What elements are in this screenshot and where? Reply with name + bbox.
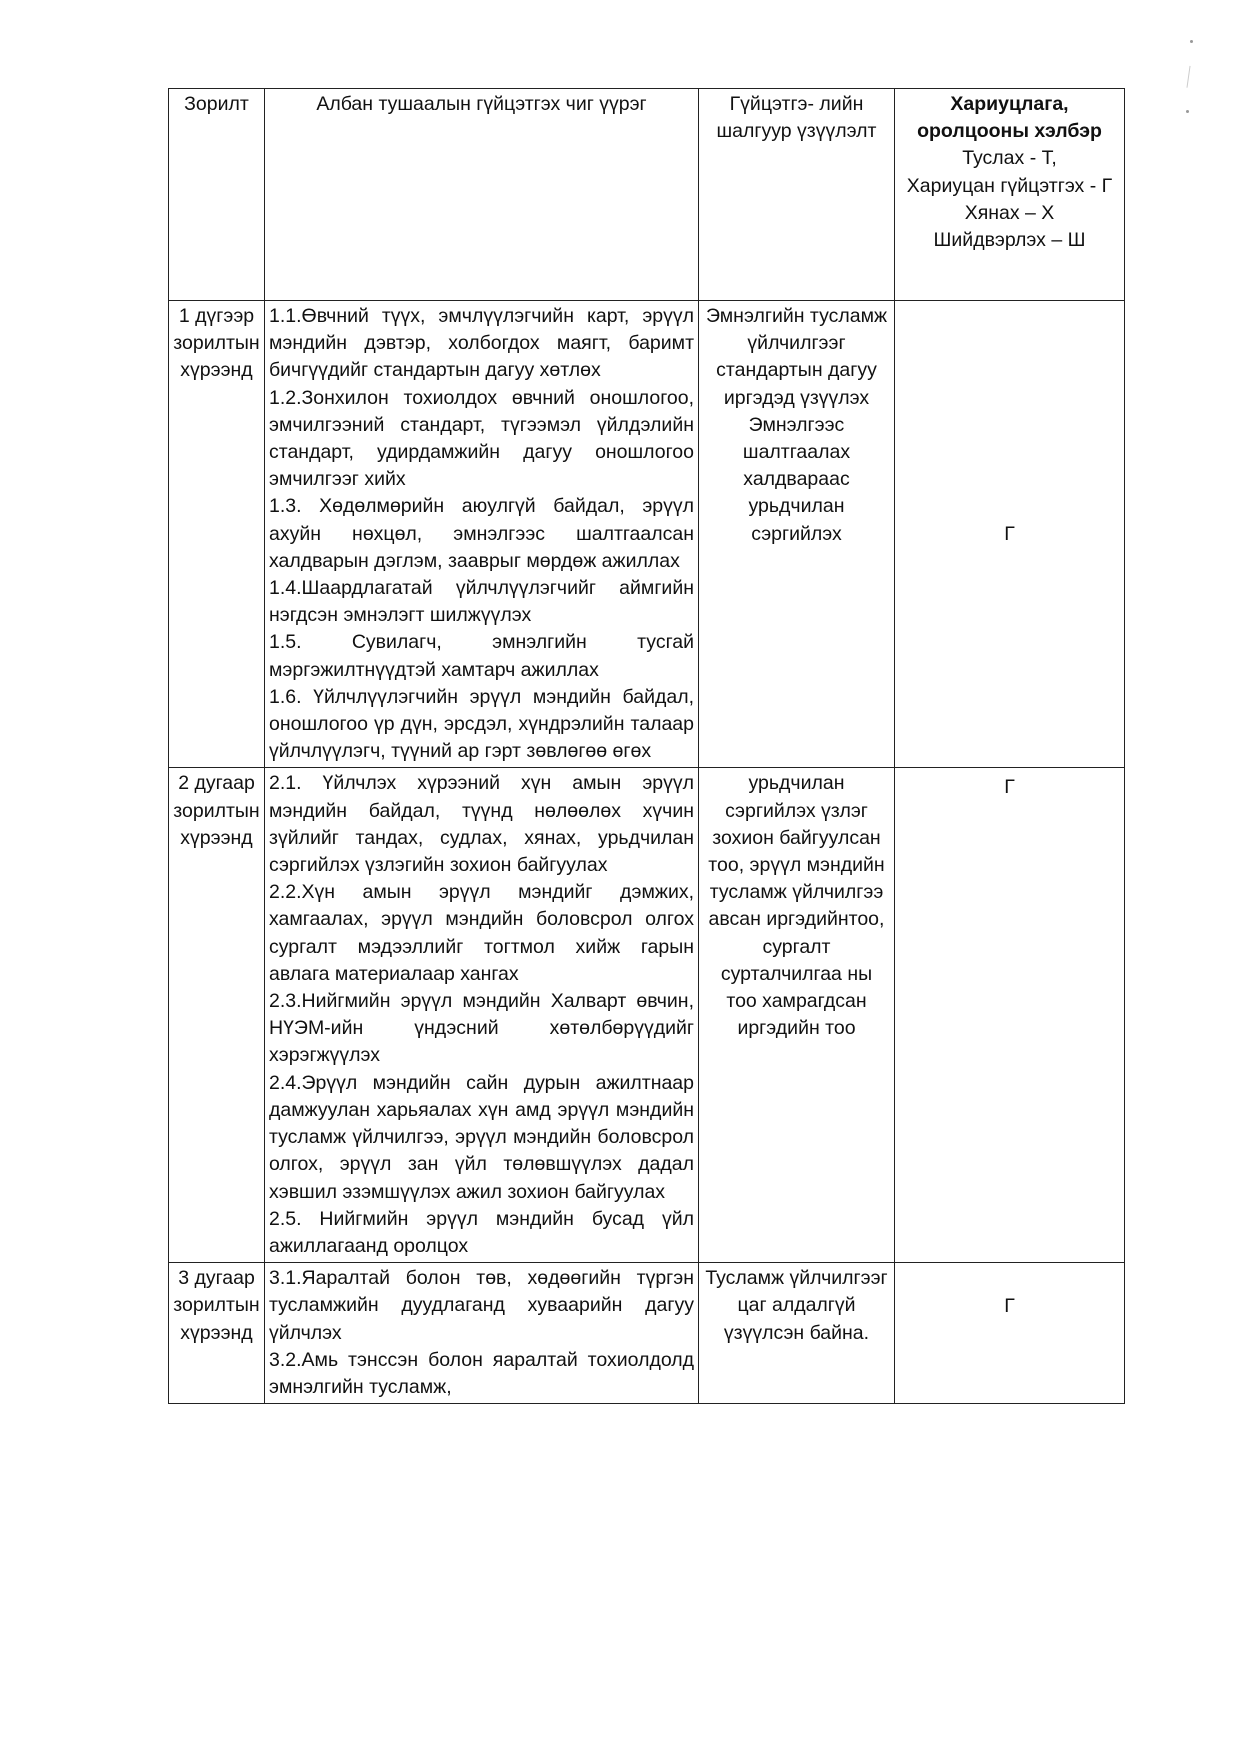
duties-cell	[265, 768, 699, 1263]
duty-item: 1.5. Сувилагч, эмнэлгийн тусгай мэргэжилтнүүдтэй хамтарч ажиллах	[269, 631, 694, 681]
duty-item: 1.4.Шаардлагатай үйлчлүүлэгчийг аймгийн нэгдсэн эмнэлэгт шилжүүлэх	[269, 577, 694, 627]
header-resp-line3: Хянах – Х	[964, 201, 1055, 224]
header-criteria: Гүйцэтгэ- лийн шалгуур үзүүлэлт	[699, 89, 895, 301]
scan-artifact-dot	[1186, 110, 1189, 113]
criteria-cell: урьдчилан сэргийлэх үзлэг зохион байгуулсан тоо, эрүүл мэндийн тусламж үйлчилгээ авсан иргэдийнтоо, сургалт сурталчилгаа ны тоо хамрагдсан иргэдийн тоо	[699, 768, 895, 1263]
table-row	[169, 768, 1125, 1263]
duties-cell	[265, 1263, 699, 1404]
header-resp-title: Хариуцлага, оролцооны хэлбэр	[917, 93, 1102, 143]
duty-item: 1.3. Хөдөлмөрийн аюулгүй байдал, эрүүл ахуйн нөхцөл, эмнэлгээс шалтгаалсан халдварын дэглэм, зааврыг мөрдөж ажиллах	[269, 495, 694, 572]
goal-cell: 2 дугаар зорилтын хүрээнд	[169, 768, 265, 1263]
duties-cell	[265, 301, 699, 768]
duty-item: 3.2.Амь тэнссэн болон яаралтай тохиолдолд эмнэлгийн тусламж,	[269, 1348, 694, 1398]
duty-item: 1.1.Өвчний түүх, эмчлүүлэгчийн карт, эрүүл мэндийн дэвтэр, холбогдох маягт, баримт бичгүүдийг стандартын дагуу хөтлөх	[269, 305, 694, 382]
duty-item: 1.6. Үйлчлүүлэгчийн эрүүл мэндийн байдал, оношлогоо үр дүн, эрсдэл, хүндрэлийн талаар үйлчлүүлэгч, түүний ар гэрт зөвлөгөө өгөх	[269, 685, 694, 763]
header-goal: Зорилт	[169, 89, 265, 301]
table-row	[169, 301, 1125, 768]
duty-table	[168, 88, 1125, 1404]
table-header-row	[169, 89, 1125, 301]
duty-item: 2.2.Хүн амын эрүүл мэндийг дэмжих, хамгаалах, эрүүл мэндийн боловсрол олгох сургалт мэдээллийг тогтмол хийж гарын авлага материалаар хангах	[269, 881, 694, 985]
criteria-cell: Эмнэлгийн тусламж үйлчилгээг стандартын дагуу иргэдэд үзүүлэх Эмнэлгээс шалтгаалах халдвараас урьдчилан сэргийлэх	[699, 301, 895, 768]
scan-artifact-mark	[1186, 66, 1193, 88]
header-duty: Албан тушаалын гүйцэтгэх чиг үүрэг	[265, 89, 699, 301]
header-resp-line1: Туслах - Т,	[962, 147, 1057, 170]
header-resp-line2: Хариуцан гүйцэтгэх - Г	[906, 174, 1113, 197]
responsibility-cell: Г	[895, 1263, 1125, 1404]
scan-artifact-dot	[1190, 40, 1193, 43]
criteria-cell: Тусламж үйлчилгээг цаг алдалгүй үзүүлсэн байна.	[699, 1263, 895, 1404]
goal-cell: 3 дугаар зорилтын хүрээнд	[169, 1263, 265, 1404]
table-row	[169, 1263, 1125, 1404]
duty-item: 2.4.Эрүүл мэндийн сайн дурын ажилтнаар дамжуулан харьяалах хүн амд эрүүл мэндийн тусламж үйлчилгээ, эрүүл мэндийн боловсрол олгох, эрүүл зан үйл төлөвшүүлэх дадал хэвшил эзэмшүүлэх ажил зохион байгуулах	[269, 1071, 694, 1203]
header-responsibility	[895, 89, 1125, 301]
duty-item: 1.2.Зонхилон тохиолдох өвчний оношлогоо, эмчилгээний стандарт, түгээмэл үйлдэлийн стандарт, удирдамжийн дагуу оношлогоо эмчилгээг хийх	[269, 386, 694, 491]
responsibility-cell: Г	[895, 301, 1125, 768]
duty-item: 3.1.Яаралтай болон төв, хөдөөгийн түргэн тусламжийн дуудлаганд хуваарийн дагуу үйлчлэх	[269, 1267, 694, 1344]
duty-item: 2.3.Нийгмийн эрүүл мэндийн Халварт өвчин, НҮЭМ-ийн үндэсний хөтөлбөрүүдийг хэрэгжүүлэх	[269, 990, 694, 1067]
duty-item: 2.1. Үйлчлэх хүрээний хүн амын эрүүл мэндийн байдал, түүнд нөлөөлөх хүчин зүйлийг тандах, судлах, хянах, урьдчилан сэргийлэх үзлэгийн зохион байгуулах	[269, 772, 694, 877]
responsibility-cell: Г	[895, 768, 1125, 1263]
goal-cell: 1 дүгээр зорилтын хүрээнд	[169, 301, 265, 768]
header-resp-line4: Шийдвэрлэх – Ш	[933, 229, 1086, 252]
duty-item: 2.5. Нийгмийн эрүүл мэндийн бусад үйл ажиллагаанд оролцох	[269, 1207, 694, 1257]
